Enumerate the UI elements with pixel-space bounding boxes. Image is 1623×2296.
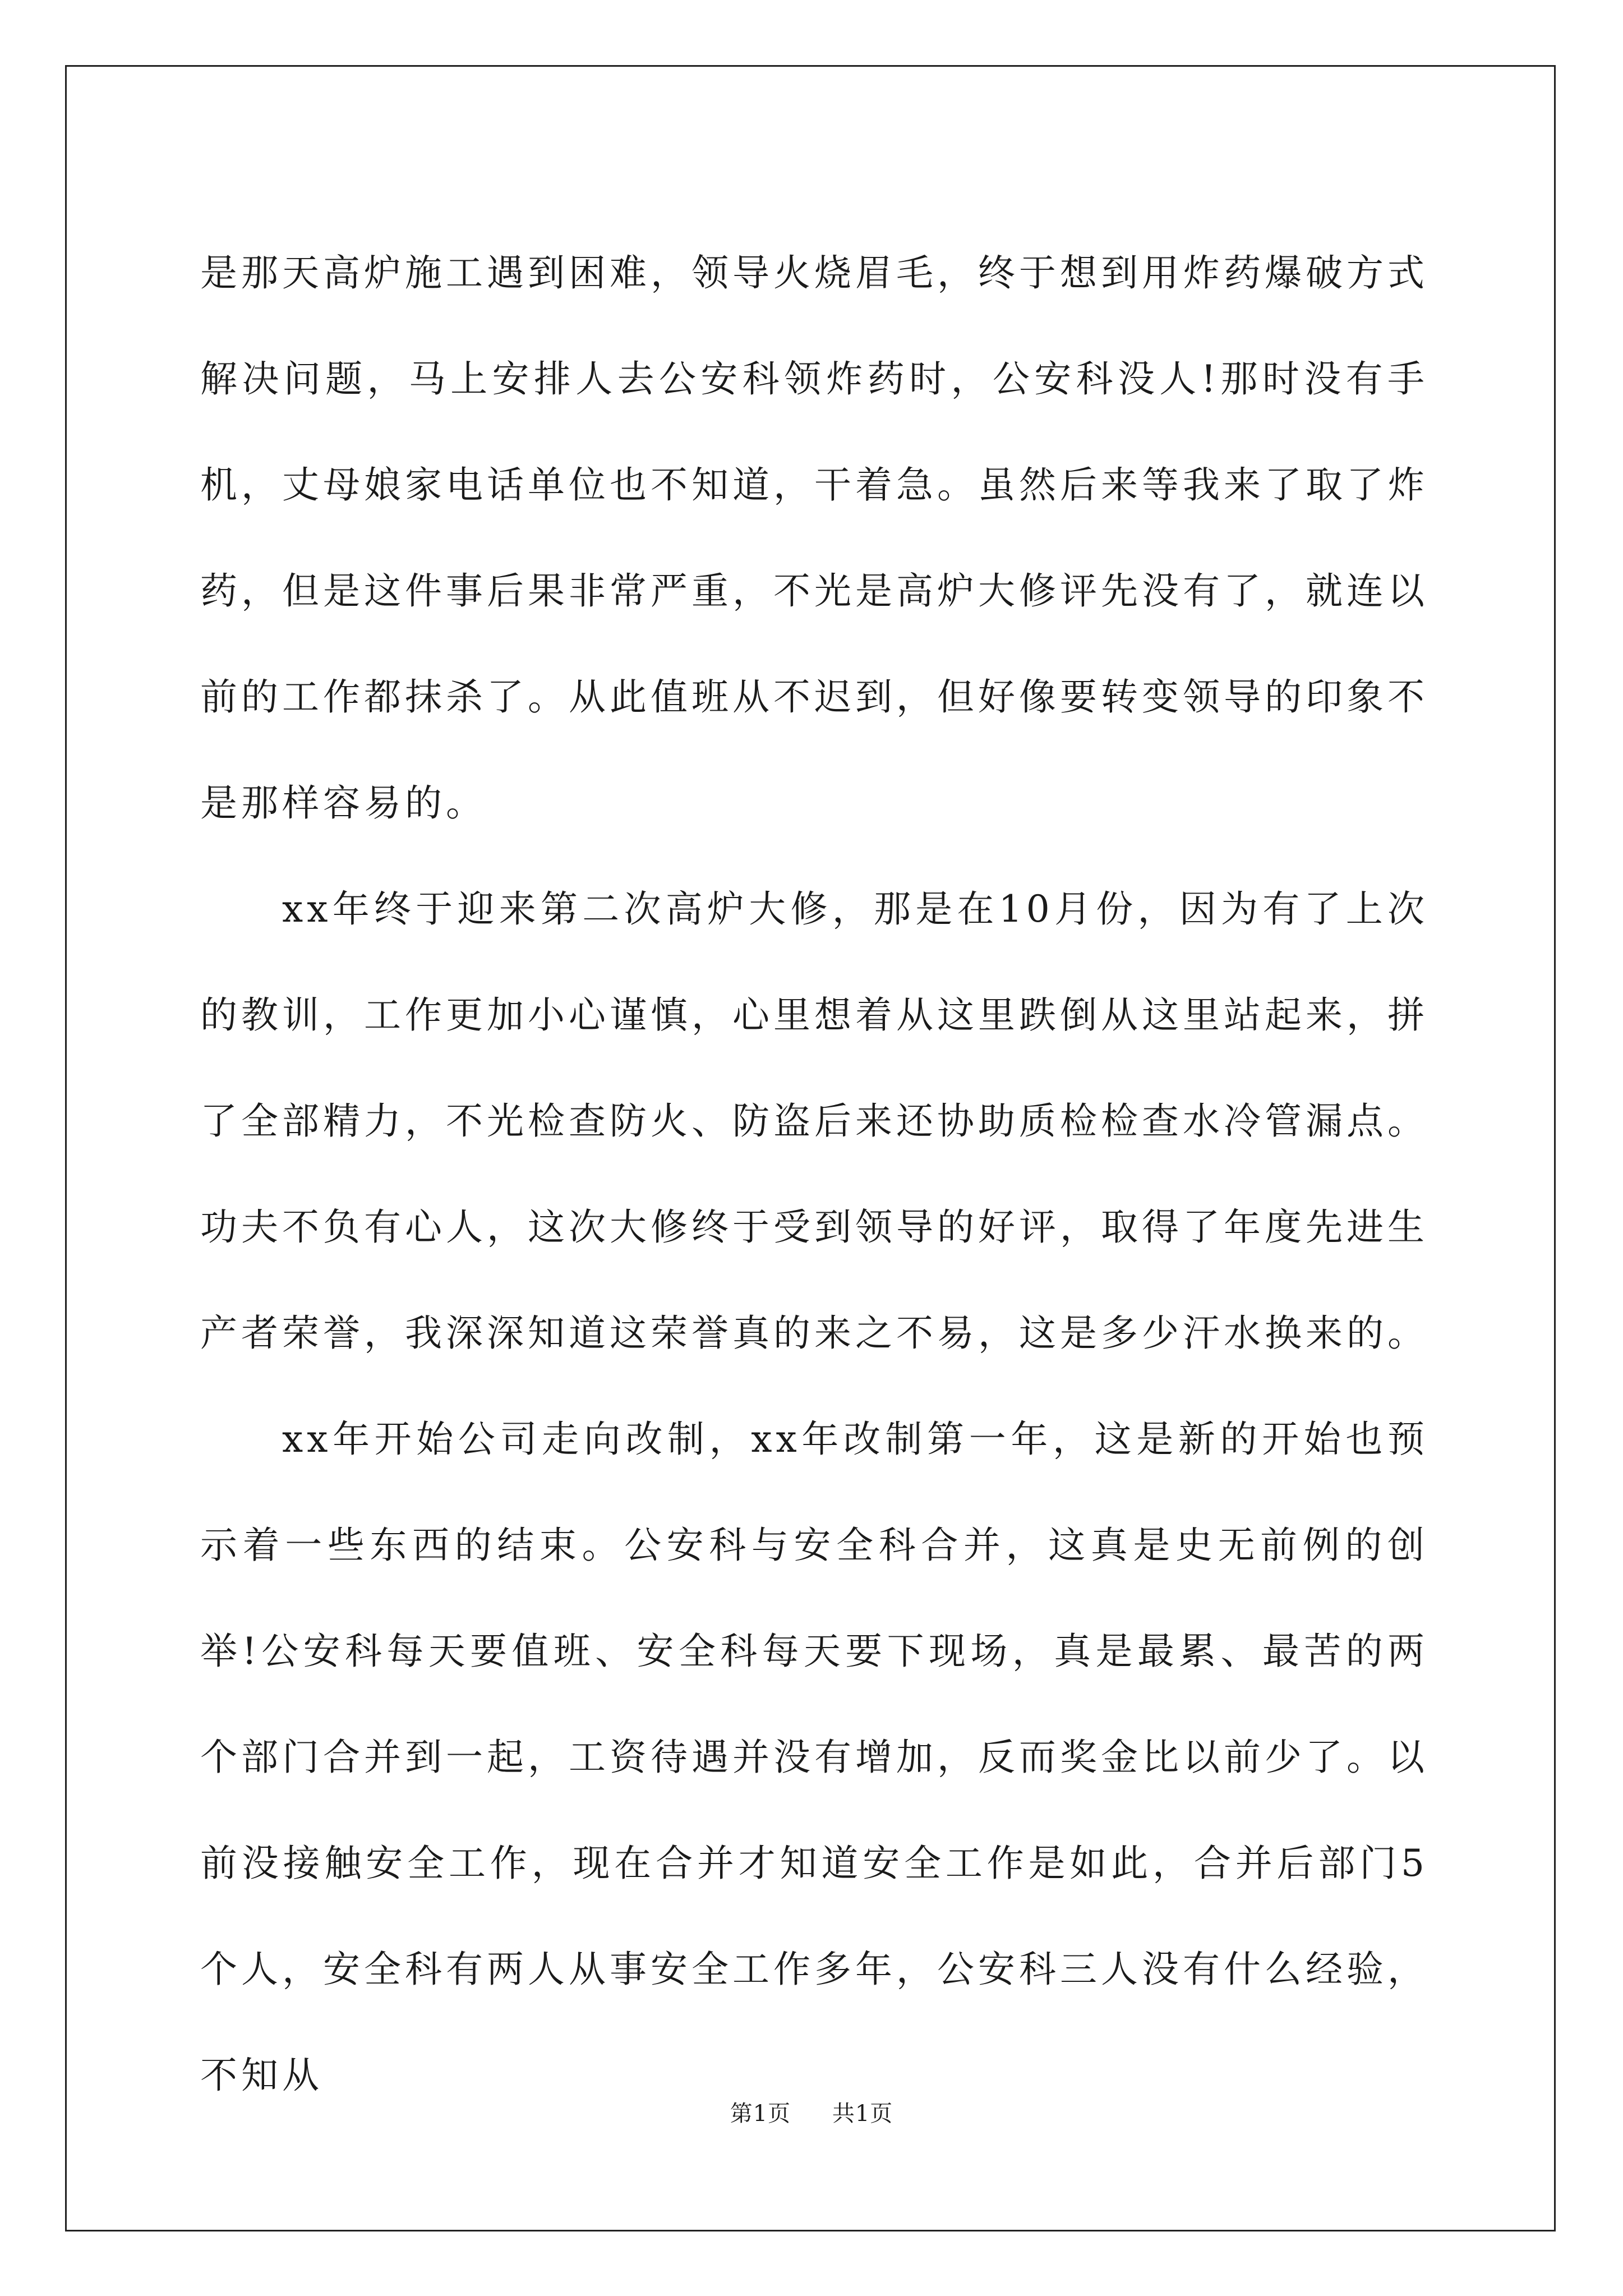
paragraph-3: xx年开始公司走向改制，xx年改制第一年，这是新的开始也预示着一些东西的结束。公安科与安全科合并，这真是史无前例的创举!公安科每天要值班、安全科每天要下现场，真是最累、最苦的两个部门合并到一起，工资待遇并没有增加，反而奖金比以前少了。以前没接触安全工作，现在合并才知道安全工作是如此，合并后部门5个人，安全科有两人从事安全工作多年，公安科三人没有什么经验，不知从 [200,1418,1428,2097]
page-number: 第1页 [730,2101,791,2127]
document-body [200,220,1428,2128]
paragraph-2: xx年终于迎来第二次高炉大修，那是在10月份，因为有了上次的教训，工作更加小心谨慎，心里想着从这里跌倒从这里站起来，拼了全部精力，不光检查防火、防盗后来还协助质检检查水冷管漏点。功夫不负有心人，这次大修终于受到领导的好评，取得了年度先进生产者荣誉，我深深知道这荣誉真的来之不易，这是多少汗水换来的。 [200,887,1428,1355]
paragraph-1: 是那天高炉施工遇到困难，领导火烧眉毛，终于想到用炸药爆破方式解决问题，马上安排人去公安科领炸药时，公安科没人!那时没有手机，丈母娘家电话单位也不知道，干着急。虽然后来等我来了取了炸药，但是这件事后果非常严重，不光是高炉大修评先没有了，就连以前的工作都抹杀了。从此值班从不迟到，但好像要转变领导的印象不是那样容易的。 [200,251,1428,825]
page-total: 共1页 [832,2101,893,2127]
page-footer [0,2097,1623,2131]
